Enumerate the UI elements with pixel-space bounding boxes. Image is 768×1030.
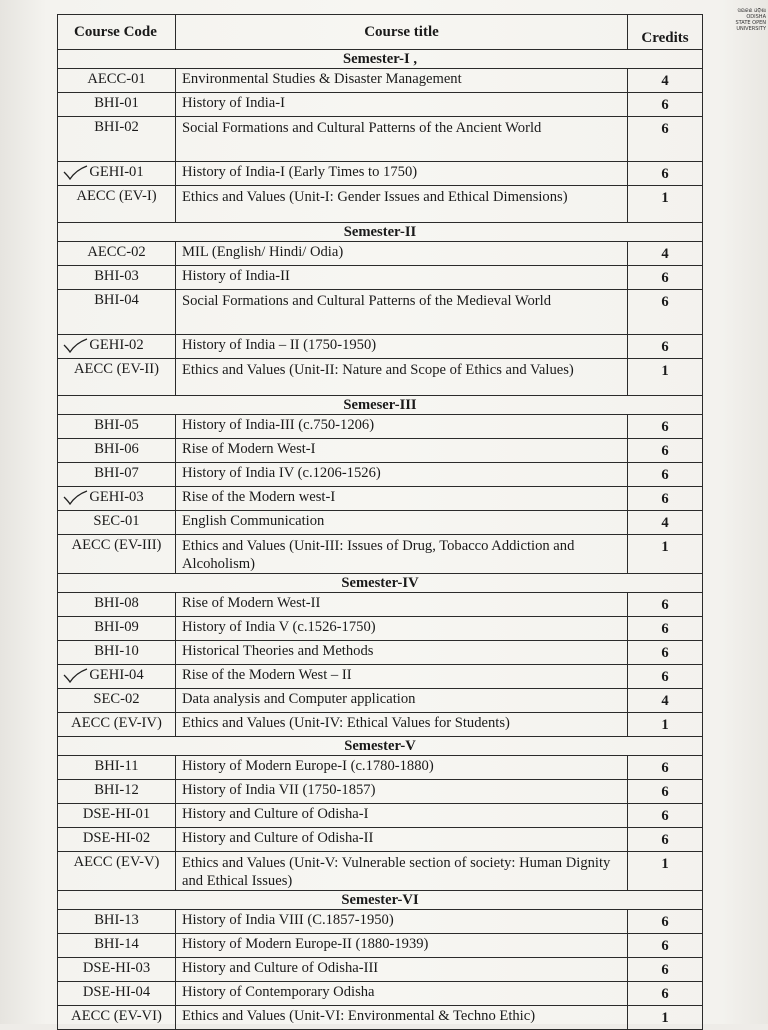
course-row [58,439,703,463]
course-credits: 6 [628,117,703,162]
course-credits: 6 [628,415,703,439]
course-row [58,511,703,535]
header-course-title: Course title [176,15,628,50]
course-title: History of India-II [176,266,628,290]
course-code: GEHI-02 [58,335,176,359]
table-header-row [58,15,703,50]
course-code: BHI-08 [58,593,176,617]
course-title: Historical Theories and Methods [176,641,628,665]
course-code: BHI-03 [58,266,176,290]
semester-heading-row [58,891,703,910]
course-code: DSE-HI-03 [58,958,176,982]
course-row [58,617,703,641]
course-row [58,910,703,934]
handwritten-tick-icon [62,667,88,683]
course-title: Ethics and Values (Unit-VI: Environmental & Techno Ethic) [176,1006,628,1030]
course-row [58,69,703,93]
course-row [58,665,703,689]
course-code: BHI-01 [58,93,176,117]
course-title: Rise of Modern West-II [176,593,628,617]
course-credits: 6 [628,665,703,689]
course-code: BHI-09 [58,617,176,641]
course-credits: 1 [628,852,703,891]
course-credits: 6 [628,804,703,828]
course-code: AECC (EV-IV) [58,713,176,737]
course-row [58,117,703,162]
course-credits: 6 [628,780,703,804]
header-credits: Credits [628,15,703,50]
course-code: BHI-10 [58,641,176,665]
semester-heading-row [58,396,703,415]
course-credits: 6 [628,335,703,359]
course-row [58,780,703,804]
semester-heading: Semester-I , [58,50,703,69]
course-row [58,415,703,439]
course-row [58,641,703,665]
course-title: Ethics and Values (Unit-V: Vulnerable section of society: Human Dignity and Ethical Issues) [176,852,628,891]
course-title: Rise of Modern West-I [176,439,628,463]
course-code: BHI-07 [58,463,176,487]
course-code: GEHI-04 [58,665,176,689]
course-title: Ethics and Values (Unit-III: Issues of Drug, Tobacco Addiction and Alcoholism) [176,535,628,574]
course-credits: 6 [628,828,703,852]
course-title: Ethics and Values (Unit-IV: Ethical Values for Students) [176,713,628,737]
course-credits: 6 [628,910,703,934]
course-code: AECC (EV-I) [58,186,176,223]
course-code: AECC (EV-III) [58,535,176,574]
course-row [58,487,703,511]
course-row [58,162,703,186]
course-code: AECC (EV-II) [58,359,176,396]
course-title: History of India VIII (C.1857-1950) [176,910,628,934]
course-credits: 4 [628,511,703,535]
course-title: History and Culture of Odisha-I [176,804,628,828]
course-row [58,756,703,780]
course-title: History of Contemporary Odisha [176,982,628,1006]
course-row [58,93,703,117]
course-title: History of India V (c.1526-1750) [176,617,628,641]
semester-heading-row [58,574,703,593]
course-row [58,463,703,487]
course-code: BHI-06 [58,439,176,463]
course-title: History of Modern Europe-I (c.1780-1880) [176,756,628,780]
course-title: History and Culture of Odisha-III [176,958,628,982]
course-title: Ethics and Values (Unit-II: Nature and Scope of Ethics and Values) [176,359,628,396]
course-credits: 1 [628,713,703,737]
course-row [58,804,703,828]
course-title: History of India – II (1750-1950) [176,335,628,359]
semester-heading-row [58,737,703,756]
course-credits: 6 [628,934,703,958]
course-credits: 6 [628,266,703,290]
course-code: BHI-14 [58,934,176,958]
semester-heading-row [58,50,703,69]
semester-heading: Semester-V [58,737,703,756]
course-code: BHI-04 [58,290,176,335]
course-row [58,982,703,1006]
course-table-body [58,50,703,1030]
course-title: MIL (English/ Hindi/ Odia) [176,242,628,266]
course-credits: 6 [628,93,703,117]
course-code: BHI-13 [58,910,176,934]
course-code: AECC (EV-V) [58,852,176,891]
course-row [58,242,703,266]
course-credits: 6 [628,290,703,335]
course-row [58,852,703,891]
course-code: AECC (EV-VI) [58,1006,176,1030]
course-credits: 1 [628,186,703,223]
course-title: Social Formations and Cultural Patterns of the Medieval World [176,290,628,335]
course-row [58,958,703,982]
course-row [58,593,703,617]
course-credits: 6 [628,641,703,665]
course-title: Ethics and Values (Unit-I: Gender Issues and Ethical Dimensions) [176,186,628,223]
course-credits: 6 [628,617,703,641]
course-title: History of India-I (Early Times to 1750) [176,162,628,186]
course-title: History of India-III (c.750-1206) [176,415,628,439]
course-code: SEC-02 [58,689,176,713]
course-credits: 1 [628,359,703,396]
course-row [58,713,703,737]
semester-heading: Semester-IV [58,574,703,593]
semester-heading: Semeser-III [58,396,703,415]
course-code: BHI-05 [58,415,176,439]
semester-heading-row [58,223,703,242]
course-code: BHI-11 [58,756,176,780]
course-credits: 4 [628,689,703,713]
handwritten-tick-icon [62,164,88,180]
course-title: History of India IV (c.1206-1526) [176,463,628,487]
course-credits: 6 [628,162,703,186]
course-code: DSE-HI-01 [58,804,176,828]
semester-heading: Semester-VI [58,891,703,910]
semester-heading: Semester-II [58,223,703,242]
course-row [58,266,703,290]
handwritten-tick-icon [62,489,88,505]
course-row [58,290,703,335]
course-row [58,186,703,223]
course-code: DSE-HI-02 [58,828,176,852]
course-code: GEHI-01 [58,162,176,186]
course-code: SEC-01 [58,511,176,535]
course-row [58,359,703,396]
course-row [58,1006,703,1030]
course-credits: 6 [628,756,703,780]
course-row [58,828,703,852]
course-title: English Communication [176,511,628,535]
course-title: Rise of the Modern west-I [176,487,628,511]
course-code: BHI-02 [58,117,176,162]
course-credits: 4 [628,242,703,266]
header-course-code: Course Code [58,15,176,50]
course-credits: 1 [628,535,703,574]
course-code: BHI-12 [58,780,176,804]
course-credits: 6 [628,593,703,617]
course-code: GEHI-03 [58,487,176,511]
course-code: DSE-HI-04 [58,982,176,1006]
course-credits: 6 [628,463,703,487]
course-title: Rise of the Modern West – II [176,665,628,689]
course-title: Social Formations and Cultural Patterns of the Ancient World [176,117,628,162]
course-title: History and Culture of Odisha-II [176,828,628,852]
course-title: Environmental Studies & Disaster Management [176,69,628,93]
course-credits: 6 [628,439,703,463]
course-row [58,934,703,958]
course-row [58,335,703,359]
course-code: AECC-02 [58,242,176,266]
course-title: History of India-I [176,93,628,117]
course-credits: 1 [628,1006,703,1030]
course-row [58,689,703,713]
course-code: AECC-01 [58,69,176,93]
course-title: Data analysis and Computer application [176,689,628,713]
handwritten-tick-icon [62,337,88,353]
course-credits: 6 [628,958,703,982]
university-logo-mark: ସଇକଣ ଓଡ଼ିଶା ODISHA STATE OPEN UNIVERSITY [735,8,766,32]
course-table [57,14,703,1030]
course-credits: 4 [628,69,703,93]
course-credits: 6 [628,487,703,511]
course-credits: 6 [628,982,703,1006]
course-row [58,535,703,574]
course-title: History of India VII (1750-1857) [176,780,628,804]
course-title: History of Modern Europe-II (1880-1939) [176,934,628,958]
